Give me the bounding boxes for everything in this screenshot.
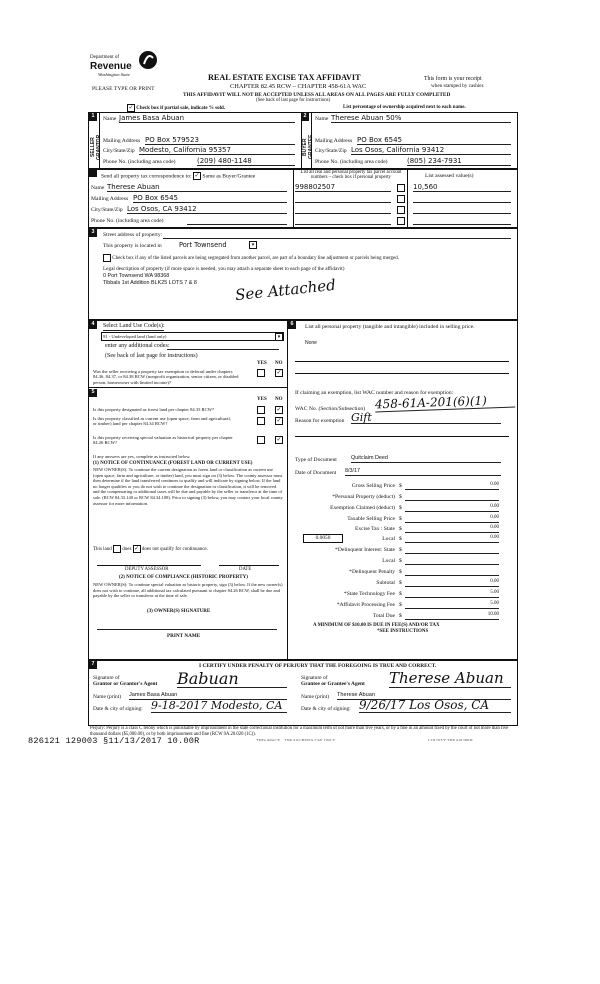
notice-compliance-title: (2) NOTICE OF COMPLIANCE (HISTORIC PROPERTY) bbox=[119, 575, 248, 580]
gross-value[interactable]: 0.00 bbox=[405, 482, 499, 490]
dollar-sign: $ bbox=[399, 516, 402, 522]
corr-name-field[interactable]: Therese Abuan bbox=[107, 183, 287, 192]
reason-label: Reason for exemption bbox=[295, 418, 345, 424]
grantor-date-label: Date & city of signing: bbox=[93, 706, 143, 712]
dollar-sign: $ bbox=[399, 591, 402, 597]
grantee-name-label: Name (print) bbox=[301, 694, 329, 700]
current-use-question: Is this property classified as current use (open space, farm and agricultural, or timber) land per chapter 84.34 RCW? bbox=[93, 416, 231, 427]
land-use-label: Select Land Use Code(s): bbox=[103, 323, 165, 329]
buyer-city-field[interactable]: Los Osos, California 93412 bbox=[351, 146, 511, 155]
subtotal-value[interactable]: 0.00 bbox=[405, 579, 499, 587]
street-label: Street address of property: bbox=[103, 232, 163, 238]
seller-city-label: City/State/Zip bbox=[103, 148, 135, 154]
buyer-name-field[interactable]: Therese Abuan 50% bbox=[331, 114, 511, 123]
assessed-field-1[interactable]: 10,560 bbox=[413, 183, 511, 192]
grantee-date-field[interactable]: 9/26/17 Los Osos, CA bbox=[359, 698, 511, 713]
q5a-no-checkbox[interactable]: ✓ bbox=[276, 406, 282, 413]
corr-mail-label: Mailing Address bbox=[91, 196, 129, 202]
dollar-sign: $ bbox=[399, 483, 402, 489]
buyer-phone-field[interactable]: (805) 234-7931 bbox=[407, 157, 511, 166]
assessed-field-4[interactable] bbox=[413, 216, 511, 225]
does-checkbox[interactable] bbox=[113, 545, 121, 553]
see-instructions-note: *SEE INSTRUCTIONS bbox=[377, 629, 429, 634]
dollar-sign: $ bbox=[399, 547, 402, 553]
exempt-deduct-value[interactable]: 0.00 bbox=[405, 504, 499, 512]
seller-side-label: SELLER GRANTOR bbox=[90, 134, 102, 160]
wac-field[interactable]: 458-61A-201(6)(1) bbox=[375, 393, 515, 413]
notice-compliance-body: NEW OWNER(S): To continue special valuation as historic property, sign (3) below. If the new owner(s) does not wish to continue, all additional tax calculated pursuant to chapter 84.26 RCW, shall be due and payable by the seller or transferor at the time of sale. bbox=[93, 582, 283, 599]
doc-type-label: Type of Document bbox=[295, 457, 337, 463]
any-yes-note: If any answers are yes, complete as instructed below. bbox=[93, 454, 191, 459]
corr-phone-field[interactable] bbox=[187, 216, 287, 225]
section-2-badge: 2 bbox=[301, 113, 309, 121]
personal-checkbox-1[interactable] bbox=[397, 184, 405, 192]
party-section bbox=[88, 112, 518, 170]
local-tax-label: Local bbox=[382, 536, 395, 542]
taxable-value[interactable]: 0.00 bbox=[405, 515, 499, 523]
legal-line-1: 0 Port Townsend WA 98368 bbox=[103, 273, 170, 279]
personal-deduct-value[interactable] bbox=[405, 493, 499, 501]
dor-logo-icon bbox=[138, 50, 158, 70]
perjury-statement: Perjury: Perjury is a class C felony which is punishable by imprisonment in the state correctional institution for a maximum term of not more than five years, or by a fine in an amount fixed by the court of not more than five thousand dollars ($5,000.00), or by both imprisonment and fine (RCW 9A.20.020 (1C)). bbox=[90, 726, 509, 737]
county-treasurer-label: COUNTY TREASURER bbox=[428, 738, 473, 741]
additional-codes-field[interactable] bbox=[167, 342, 279, 350]
q5c-yes-checkbox[interactable] bbox=[257, 436, 265, 444]
additional-codes-label: enter any additional codes: bbox=[105, 343, 170, 349]
no-header-4: NO bbox=[275, 361, 283, 366]
section-6-badge: 6 bbox=[288, 321, 296, 329]
corr-phone-label: Phone No. (including area code) bbox=[91, 218, 164, 224]
corr-city-field[interactable]: Los Osos, CA 93412 bbox=[127, 205, 287, 214]
form-see-back: (See back of last page for instructions) bbox=[256, 98, 331, 103]
buyer-side-label: BUYER GRANTEE bbox=[302, 134, 314, 160]
dollar-sign: $ bbox=[399, 526, 402, 532]
recording-stamp: 826121 129003 §11/13/2017 10.00R bbox=[28, 736, 200, 746]
grantor-signature-field[interactable]: Babuan bbox=[177, 669, 287, 688]
assessed-field-2[interactable] bbox=[413, 194, 511, 203]
affidavit-fee-value[interactable]: 5.00 bbox=[405, 601, 499, 609]
parcel-field-2[interactable] bbox=[295, 194, 391, 203]
seller-phone-field[interactable]: (209) 480-1148 bbox=[197, 157, 295, 166]
deputy-assessor-label: DEPUTY ASSESSOR bbox=[125, 567, 169, 572]
historic-question: Is this property receiving special valuation as historical property per chapter 84.26 RCW? bbox=[93, 435, 233, 446]
seller-mail-label: Mailing Address bbox=[103, 138, 141, 144]
state-tax-value[interactable]: 0.00 bbox=[405, 525, 499, 533]
logo-dept: Department of bbox=[90, 55, 120, 60]
grantor-name-field[interactable]: James Basa Abuan bbox=[129, 692, 287, 700]
chevron-down-icon[interactable]: ▾ bbox=[249, 241, 257, 249]
buyer-phone-label: Phone No. (including area code) bbox=[315, 159, 388, 165]
no-header-5: NO bbox=[275, 397, 283, 402]
buyer-city-label: City/State/Zip bbox=[315, 148, 347, 154]
land-use-select[interactable]: 91 - Undeveloped land (land only) ▾ bbox=[101, 332, 284, 341]
located-city-select[interactable]: Port Townsend bbox=[179, 241, 227, 249]
certification-section bbox=[88, 660, 518, 726]
does-not-checkbox[interactable]: ✓ bbox=[134, 545, 140, 552]
grantor-name-label: Name (print) bbox=[93, 694, 121, 700]
form-title: REAL ESTATE EXCISE TAX AFFIDAVIT bbox=[208, 73, 361, 82]
section-5-badge: 5 bbox=[89, 389, 97, 397]
taxable-label: Taxable Selling Price bbox=[347, 516, 395, 522]
tax-table bbox=[295, 481, 509, 619]
certify-statement: I CERTIFY UNDER PENALTY OF PERJURY THAT THE FOREGOING IS TRUE AND CORRECT. bbox=[199, 663, 437, 669]
form-warning: THIS AFFIDAVIT WILL NOT BE ACCEPTED UNLESS ALL AREAS ON ALL PAGES ARE FULLY COMPLETED bbox=[183, 92, 451, 98]
same-as-buyer-label: Same as Buyer/Grantee bbox=[202, 173, 256, 180]
q4-no-checkbox[interactable]: ✓ bbox=[276, 369, 282, 376]
personal-checkbox-4[interactable] bbox=[397, 217, 405, 225]
seller-name-field[interactable]: James Basa Abuan bbox=[119, 114, 295, 123]
street-field[interactable] bbox=[163, 230, 511, 239]
dollar-sign: $ bbox=[399, 580, 402, 586]
reason-field[interactable]: Gift bbox=[351, 411, 501, 424]
section-4-badge: 4 bbox=[89, 321, 97, 329]
seller-city-field[interactable]: Modesto, California 95357 bbox=[139, 146, 295, 155]
local-tax-value[interactable]: 0.00 bbox=[405, 535, 499, 543]
checkbox-icon[interactable]: ✓ bbox=[194, 172, 200, 179]
gross-label: Gross Selling Price bbox=[351, 483, 395, 489]
corr-mail-field[interactable]: PO Box 6545 bbox=[133, 194, 287, 203]
dollar-sign: $ bbox=[399, 558, 402, 564]
personal-property-label: List all personal property (tangible and intangible) included in selling price. bbox=[305, 324, 475, 330]
yes-header-4: YES bbox=[257, 361, 267, 366]
checkbox-icon bbox=[103, 254, 111, 262]
q4-yes-checkbox[interactable] bbox=[257, 369, 265, 377]
parcel-field-1[interactable]: 998802507 bbox=[295, 183, 391, 192]
boundary-label: Check box if any of the listed parcels are being segregated from another parcel, are part of a boundary line adjustment or parcels being merged. bbox=[112, 256, 399, 262]
seller-name-label: Name bbox=[103, 116, 117, 122]
boundary-check[interactable] bbox=[103, 254, 399, 263]
dollar-sign: $ bbox=[399, 602, 402, 608]
exemption-label: If claiming an exemption, list WAC number and reason for exemption: bbox=[295, 390, 454, 396]
property-section bbox=[88, 228, 518, 320]
delinq-penalty-label: *Delinquent Penalty bbox=[349, 569, 395, 575]
parcel-field-4[interactable] bbox=[295, 216, 391, 225]
notice-continuance-body: NEW OWNER(S): To continue the current designation as forest land or classification as current use (open space, farm and agriculture, or timber) land, you must sign on (3) below. The county assessor must then determine if the land transferred continues to qualify and will indicate by signing below. If the land no longer qualifies or you do not wish to continue the designation or classification, it will be removed and the compensating or additional taxes will be due and payable by the seller or transferor at the time of sale. (RCW 84.33.140 or RCW 84.34.108). Prior to signing (3) below, you may contact your local county assessor for more information. bbox=[93, 467, 283, 506]
parcel-header: List all real and personal property tax parcel account numbers – check box if personal property bbox=[300, 170, 402, 181]
personal-deduct-label: *Personal Property (deduct) bbox=[332, 494, 395, 500]
owner-signature-field[interactable] bbox=[97, 621, 277, 630]
tech-fee-label: *State Technology Fee bbox=[343, 591, 395, 597]
legal-line-2: Tibbals 1st Addition BLK25 LOTS 7 & 8 bbox=[103, 280, 197, 286]
dollar-sign: $ bbox=[399, 569, 402, 575]
exempt-deduct-label: Exemption Claimed (deduct) bbox=[330, 505, 395, 511]
see-attached-handwriting: See Attached bbox=[234, 275, 337, 305]
receipt-note: This form is your receipt bbox=[424, 76, 482, 82]
dollar-sign: $ bbox=[399, 505, 402, 511]
pct-owner-note: List percentage of ownership acquired next to each name. bbox=[343, 105, 466, 110]
exemption-question: Was the seller receiving a property tax exemption or deferral under chapters 84.36, 84.37, or 84.38 RCW (nonprofit organization, senior citizen, or disabled person, homeowner with limited income)? bbox=[93, 369, 239, 385]
logo-state: Washington State bbox=[98, 72, 130, 77]
personal-checkbox-3[interactable] bbox=[397, 206, 405, 214]
q5b-yes-checkbox[interactable] bbox=[257, 417, 265, 425]
located-label: This property is located in bbox=[103, 243, 162, 249]
buyer-name-label: Name bbox=[315, 116, 329, 122]
dollar-sign: $ bbox=[399, 494, 402, 500]
section-3-badge: 3 bbox=[89, 229, 97, 237]
doc-date-label: Date of Document bbox=[295, 470, 337, 476]
legal-label: Legal description of property (if more space is needed, you may attach a separate sheet to each page of the affidavit) bbox=[103, 266, 345, 272]
chevron-down-icon: ▾ bbox=[275, 333, 283, 341]
form-chapter: CHAPTER 82.45 RCW – CHAPTER 458-61A WAC bbox=[230, 83, 367, 90]
owner-signature-label: (3) OWNER(S) SIGNATURE bbox=[147, 609, 211, 614]
yes-header-5: YES bbox=[257, 397, 267, 402]
total-due-label: Total Due bbox=[372, 613, 395, 619]
logo-revenue: Revenue bbox=[90, 61, 132, 72]
delinq-interest-value[interactable] bbox=[405, 546, 499, 554]
minimum-note: A MINIMUM OF $10.00 IS DUE IN FEE(S) AND/OR TAX bbox=[313, 623, 440, 628]
grantor-sig-label: Signature of bbox=[93, 675, 120, 681]
grantee-date-label: Date & city of signing: bbox=[301, 706, 351, 712]
partial-sale-label: Check box if partial sale, indicate % sold. bbox=[136, 106, 226, 112]
q5a-yes-checkbox[interactable] bbox=[257, 406, 265, 414]
delinq-penalty-value[interactable] bbox=[405, 568, 499, 576]
personal-checkbox-2[interactable] bbox=[397, 195, 405, 203]
dollar-sign: $ bbox=[399, 536, 402, 542]
dor-logo bbox=[90, 50, 162, 80]
checkbox-icon: ✓ bbox=[128, 104, 134, 111]
print-name-label: PRINT NAME bbox=[167, 633, 201, 639]
tax-corr-section bbox=[88, 168, 518, 228]
grantee-name-field[interactable]: Therese Abuan bbox=[337, 692, 511, 700]
parcel-field-3[interactable] bbox=[295, 205, 391, 214]
seller-phone-label: Phone No. (including area code) bbox=[103, 159, 176, 165]
seller-mail-field[interactable]: PO Box 579523 bbox=[145, 136, 295, 145]
total-due-value[interactable]: 10.00 bbox=[405, 612, 499, 620]
grantor-date-field[interactable]: 9-18-2017 Modesto, CA bbox=[151, 699, 287, 713]
dollar-sign: $ bbox=[399, 613, 402, 619]
continuance-line: This land does ✓ does not qualify for continuance. bbox=[93, 545, 208, 553]
grantee-agent-label: Grantee or Grantee's Agent bbox=[301, 681, 365, 687]
local-rate-field[interactable]: 0.0050 bbox=[303, 534, 343, 543]
buyer-mail-field[interactable]: PO Box 6545 bbox=[357, 136, 511, 145]
assessed-header: List assessed value(s) bbox=[425, 173, 474, 179]
local-2-value[interactable] bbox=[405, 557, 499, 565]
q5b-no-checkbox[interactable]: ✓ bbox=[276, 417, 282, 424]
print-note: PLEASE TYPE OR PRINT bbox=[92, 86, 155, 92]
grantor-agent-label: Grantor or Grantor's Agent bbox=[93, 681, 158, 687]
buyer-mail-label: Mailing Address bbox=[315, 138, 353, 144]
assessed-field-3[interactable] bbox=[413, 205, 511, 214]
section-corr-badge bbox=[89, 169, 97, 177]
corr-name-label: Name bbox=[91, 185, 105, 191]
grantee-signature-field[interactable]: Therese Abuan bbox=[389, 669, 511, 688]
notice-continuance-title: (1) NOTICE OF CONTINUANCE (FOREST LAND OR CURRENT USE) bbox=[93, 461, 253, 466]
doc-type-field[interactable]: Quitclaim Deed bbox=[351, 455, 501, 463]
land-use-see-back: (See back of last page for instructions) bbox=[105, 353, 198, 359]
grantee-sig-label: Signature of bbox=[301, 675, 328, 681]
wac-label: WAC No. (Section/Subsection) bbox=[295, 406, 366, 412]
affidavit-fee-label: *Affidavit Processing Fee bbox=[336, 602, 395, 608]
delinq-interest-label: *Delinquent Interest: State bbox=[335, 547, 395, 553]
deputy-date-label: DATE bbox=[239, 567, 252, 572]
corr-city-label: City/State/Zip bbox=[91, 207, 123, 213]
lower-section bbox=[88, 320, 518, 660]
tax-corr-label: Send all property tax correspondence to: ✓ Same as Buyer/Grantee bbox=[101, 172, 256, 180]
subtotal-label: Subtotal bbox=[376, 580, 395, 586]
personal-property-value[interactable]: None bbox=[305, 340, 317, 346]
forest-question: Is this property designated as forest land per chapter 84.33 RCW? bbox=[93, 407, 215, 412]
doc-date-field[interactable]: 8/3/17 bbox=[345, 468, 501, 476]
local-2-label: Local bbox=[382, 558, 395, 564]
tech-fee-value[interactable]: 5.00 bbox=[405, 590, 499, 598]
state-tax-label: Excise Tax : State bbox=[354, 526, 395, 532]
section-1-badge: 1 bbox=[89, 113, 97, 121]
section-7-badge: 7 bbox=[89, 661, 97, 669]
receipt-note-2: when stamped by cashier. bbox=[431, 83, 485, 89]
q5c-no-checkbox[interactable]: ✓ bbox=[276, 436, 282, 443]
treasurer-use-label: THIS SPACE – TREASURER'S USE ONLY bbox=[256, 738, 336, 741]
